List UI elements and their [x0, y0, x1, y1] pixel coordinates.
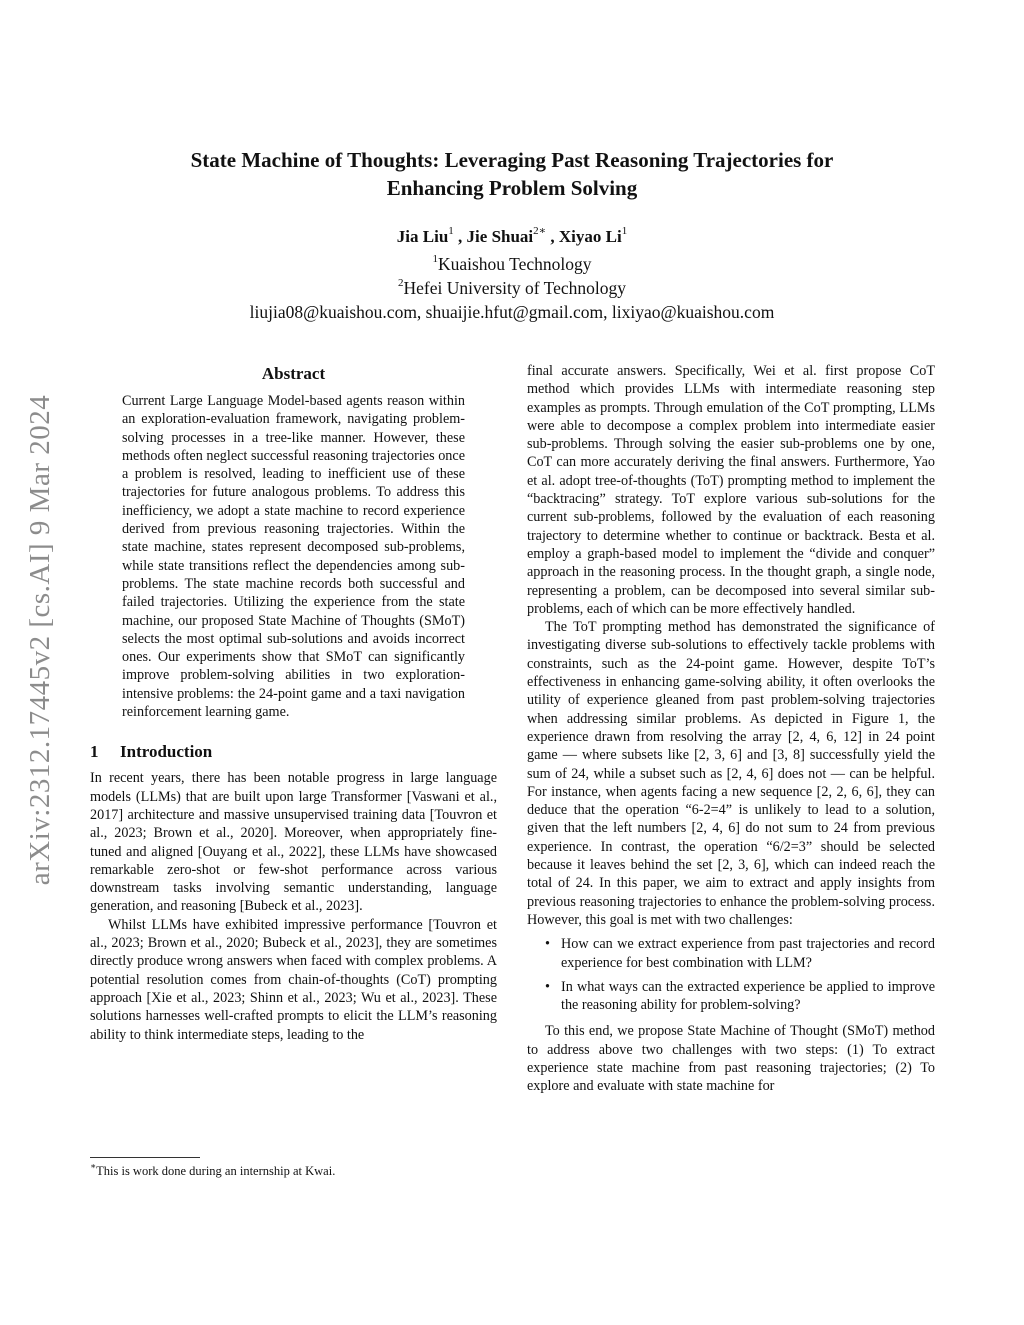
challenge-text: How can we extract experience from past trajectories and record experience for best combination with LLM?: [561, 936, 935, 971]
challenge-item-1: [545, 935, 935, 972]
abstract-heading: Abstract: [261, 364, 326, 383]
paper-title-line-2: Enhancing Problem Solving: [386, 176, 638, 200]
abstract-body: Current Large Language Model-based agents reason within an exploration-evaluation framework, navigating problem-solving processes in a tree-like manner. However, these methods often neglect successful reasoning trajectories once a problem is resolved, leading to inefficient use of these trajectories for future analogous problems. To address this inefficiency, we adopt a state machine to record experience derived from previous reasoning trajectories. Within the state machine, states represent decomposed sub-problems, while state transitions reflect the dependencies among sub-problems. The state machine records both successful and failed trajectories. Utilizing the experience from the state machine, our proposed State Machine of Thoughts (SMoT) selects the most optimal sub-solutions and avoids incorrect ones. Our experiments show that SMoT can significantly improve problem-solving abilities in two exploration-intensive problems: the 24-point game and a taxi navigation reinforcement learning game.: [122, 393, 465, 721]
footnote-divider: [90, 1157, 200, 1158]
author-separator: ,: [453, 227, 467, 246]
right-paragraph-1: final accurate answers. Specifically, Wei et al. first propose CoT method which provides LLMs with intermediate reasoning step examples as prompts. Through emulation of the CoT prompting, LLMs were able to decompose a complex problem into intermediate easier sub-problems. Through solving the easier sub-problems one by one, CoT can more accurately deriving the final answers. Furthermore, Yao et al. adopt tree-of-thoughts (ToT) prompting method to implement the “backtracing” strategy. ToT explore various sub-solutions for the current sub-problems, followed by the evaluation of each reasoning trajectory to determine whether to continue or backtrack. Besta et al. employ a graph-based model to implement the “divide and conquer” approach in the reasoning process. In the thought graph, a single node, representing a problem, can be decomposed into several similar sub-problems, each of which can be more effectively handled.: [527, 363, 935, 617]
author-name: Jie Shuai: [466, 227, 534, 246]
affiliation-name: Hefei University of Technology: [403, 278, 626, 298]
bullet-marker: •: [545, 936, 550, 953]
intro-paragraph-1: In recent years, there has been notable progress in large language models (LLMs) that are built upon large Transformer [Vaswani et al., 2017] architecture and massive unsupervised training data [Touvron et al., 2023; Brown et al., 2020]. Moreover, when appropriately fine-tuned and aligned [Ouyang et al., 2022], these LLMs have showcased remarkable zero-shot or few-shot performance across various downstream tasks involving semantic understanding, language generation, and reasoning [Bubeck et al., 2023].: [90, 770, 497, 915]
bullet-marker: •: [545, 978, 550, 995]
footnote: [90, 1160, 336, 1179]
affiliation-mark: 2: [398, 277, 404, 290]
author-separator: ,: [546, 227, 559, 246]
paper-title-line-1: State Machine of Thoughts: Leveraging Past Reasoning Trajectories for: [190, 148, 834, 172]
affiliation-name: Kuaishou Technology: [437, 254, 592, 274]
section-number: 1: [90, 742, 99, 762]
footnote-mark: ∗: [90, 1160, 97, 1171]
affiliation-2: [90, 276, 934, 300]
challenge-item-2: [545, 978, 935, 1015]
challenge-text: In what ways can the extracted experience be applied to improve the reasoning ability for problem-solving?: [561, 978, 935, 1014]
author-name: Xiyao Li: [558, 227, 622, 246]
author-list: [90, 225, 934, 249]
author-name: Jia Liu: [396, 227, 449, 246]
right-column: [527, 362, 935, 1096]
intro-paragraph-2: Whilst LLMs have exhibited impressive performance [Touvron et al., 2023; Brown et al., 2020; Bubeck et al., 2023], they are sometimes directly produce wrong answers when faced with complex problems. A potential resolution comes from chain-of-thoughts (CoT) prompting approach [Xie et al., 2023; Shinn et al., 2023; Wu et al., 2023]. These solutions harnesses well-crafted prompts to elicit the LLM’s reasoning ability to think intermediate steps, leading to the: [90, 916, 497, 1043]
author-affiliation-mark: 1: [448, 225, 454, 238]
right-paragraph-3: To this end, we propose State Machine of Thought (SMoT) method to address above two challenges with two steps: (1) To extract experience state machine from past reasoning trajectories; (2) To explore and evaluate with state machine for: [527, 1023, 935, 1095]
section-title: Introduction: [120, 742, 213, 762]
right-paragraph-2: The ToT prompting method has demonstrated the significance of investigating diverse sub-solutions to effectively tackle problems with constraints, such as the 24-point game. However, despite ToT’s effectiveness in enhancing game-solving ability, it often overlooks the utility of experience gleaned from past problem-solving trajectories when addressing similar problems. As depicted in Figure 1, the experience drawn from resolving the array [2, 4, 6, 12] in 24 point game — where subsets like [2, 3, 6] and [3, 8] successfully yield the sum of 24, while a subset such as [2, 4, 6] does not — can be helpful. For instance, when agents facing a new sequence [2, 2, 6, 6], they can deduce that the operation “6-2=4” is unlikely to lead to a solution, given that the left numbers [2, 4, 6] do not sum to 24 from previous experience. In contrast, the operation “6/2=3” should be selected because it leaves behind the set [2, 3, 6], which can indeed reach the total of 24. In this paper, we aim to extract and apply insights from previous reasoning trajectories to enhance the problem-solving process. However, this goal is met with two challenges:: [527, 619, 935, 928]
left-column: [90, 362, 497, 1044]
author-affiliation-mark: 1: [621, 225, 628, 238]
author-emails: liujia08@kuaishou.com, shuaijie.hfut@gmail.com, lixiyao@kuaishou.com: [249, 302, 775, 322]
challenge-list: [527, 935, 935, 1014]
paper-title: [90, 146, 934, 202]
affiliation-mark: 1: [432, 253, 438, 266]
affiliation-1: [90, 252, 934, 276]
section-heading-introduction: [90, 741, 497, 763]
author-affiliation-mark: 2∗: [533, 225, 547, 238]
footnote-text: This is work done during an internship at Kwai.: [96, 1164, 336, 1178]
arxiv-identifier-stamp: arXiv:2312.17445v2 [cs.AI] 9 Mar 2024: [24, 394, 56, 886]
